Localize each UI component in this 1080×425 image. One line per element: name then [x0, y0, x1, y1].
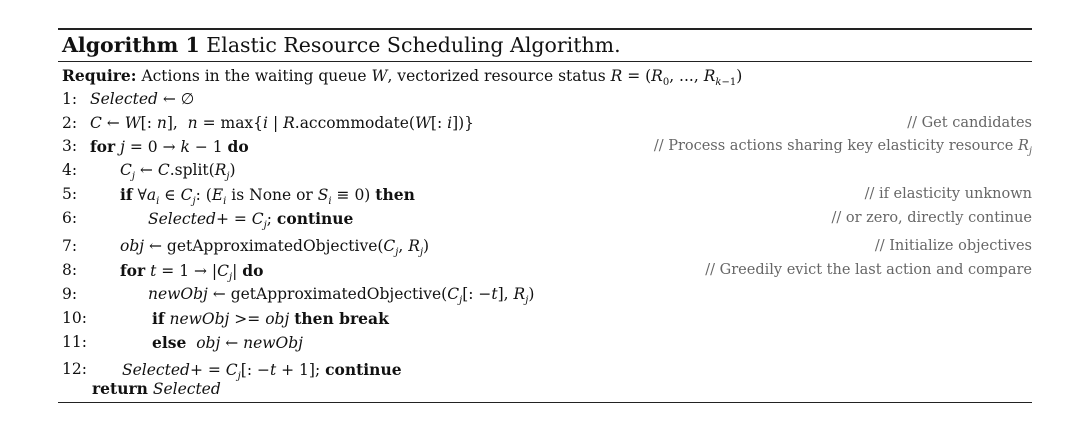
caption-rule [58, 61, 1032, 62]
line-number: 10: [62, 309, 87, 327]
algorithm-caption [62, 33, 621, 57]
line-number: 9: [62, 285, 78, 303]
require-line [62, 65, 743, 89]
code-comment: // Initialize objectives [874, 238, 1032, 254]
code-comment: // Process actions sharing key elasticity resource $R_j$ [653, 138, 1032, 157]
code-line: Selected ← ∅ [90, 90, 195, 108]
line-number: 4: [62, 161, 78, 179]
code-line: for $t = 1 \to |C_j|$ do [120, 261, 264, 284]
line-number: 3: [62, 137, 78, 155]
line-number: 2: [62, 114, 78, 132]
line-number: 1: [62, 90, 78, 108]
code-line: newObj ← $getApproximatedObjective(C_j$[: −t], $R_j$) [148, 285, 535, 307]
line-number: 6: [62, 209, 78, 227]
code-line: $C_j$ ← $C.split(R_j)$ [120, 161, 236, 183]
code-line: for j = 0 → k − 1 do [90, 137, 249, 156]
code-line: Selected+ = $C_j$[: −t + 1]; continue [122, 360, 402, 383]
code-line: C ← W[: n], n = max{i | R.accommodate(W[: i])} [90, 114, 475, 132]
line-number: 5: [62, 185, 78, 203]
line-number: 8: [62, 261, 78, 279]
require-text: Actions in the waiting queue W, vectorized resource status $R = (R_0$, ..., $R_{k-1}$) [141, 67, 743, 89]
code-line: if newObj >= obj then break [152, 309, 389, 328]
algorithm-label: Algorithm 1 [62, 33, 200, 57]
require-label: Require: [62, 66, 137, 85]
code-comment: // Get candidates [907, 115, 1032, 131]
code-comment: // if elasticity unknown [864, 186, 1032, 202]
line-number: 11: [62, 333, 87, 351]
return-line: return Selected [92, 379, 221, 398]
code-comment: // or zero, directly continue [831, 210, 1032, 226]
code-line: if $\forall a_i$ ∈ $C_j$: ($E_i$ is None or $S_i \equiv 0$) then [120, 185, 415, 208]
code-line: else obj ← newObj [152, 333, 303, 352]
code-comment: // Greedily evict the last action and compare [705, 262, 1032, 278]
code-line: obj ← $getApproximatedObjective(C_j$, $R_j$) [120, 237, 430, 259]
bottom-rule [58, 402, 1032, 403]
top-rule [58, 28, 1032, 30]
line-number: 7: [62, 237, 78, 255]
line-number: 12: [62, 360, 87, 378]
algorithm-title: Elastic Resource Scheduling Algorithm. [206, 33, 621, 57]
code-line: Selected+ = $C_j$; continue [148, 209, 354, 232]
